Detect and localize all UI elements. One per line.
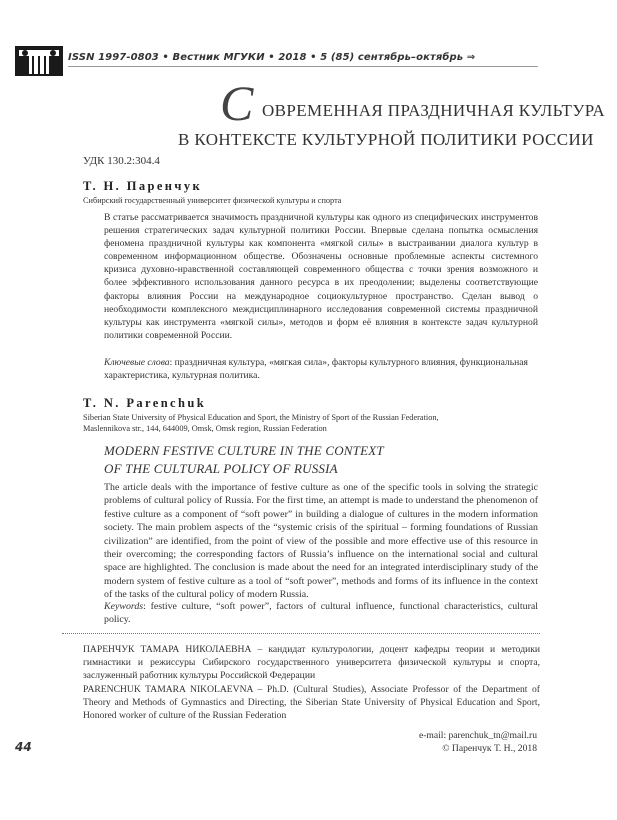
- abstract-ru: В статье рассматривается значимость праздничной культуры как одного из специфических инструментов решения стратегических задач культурной политики России. Впервые сделана попытка осмысления феномена праздничной культуры как компонента «мягкой силы» в выстраивании диалога культур в современном информационном обществе. Обозначены основные проблемные аспекты системного кризиса духовно-нравственной составляющей современного общества с точки зрения возможного и более эффективного использования данного ресурса в их преодолении; выделены соответствующие факторы влияния России на международное социокультурное пространство. Сделан вывод о необходимости комплексного междисциплинарного исследования современной системы праздничной культуры как инструмента «мягкой силы», методов и форм её влияния в контексте задач культурной политики современной России.: [104, 212, 538, 341]
- header-divider: [68, 66, 538, 67]
- keywords-ru: [104, 356, 538, 382]
- copyright: © Паренчук Т. Н., 2018: [442, 743, 537, 754]
- title-line-1: ОВРЕМЕННАЯ ПРАЗДНИЧНАЯ КУЛЬТУРА: [262, 101, 606, 120]
- keywords-label-ru: Ключевые слова: [104, 357, 170, 368]
- title-en-line-1: MODERN FESTIVE CULTURE IN THE CONTEXT: [104, 443, 384, 458]
- section-divider: [62, 633, 540, 634]
- author-ru: Т. Н. Паренчук: [83, 179, 203, 193]
- title-line-2: В КОНТЕКСТЕ КУЛЬТУРНОЙ ПОЛИТИКИ РОССИИ: [178, 130, 594, 149]
- affiliation-ru: Сибирский государственный университет физической культуры и спорта: [83, 196, 342, 205]
- keywords-en: [104, 600, 538, 627]
- udk-code: УДК 130.2:304.4: [83, 155, 160, 167]
- bio-en: [83, 684, 540, 723]
- journal-header: ISSN 1997-0803 • Вестник МГУКИ • 2018 • 5 (85) сентябрь–октябрь ⇒: [68, 52, 476, 63]
- contact-email: e-mail: parenchuk_tn@mail.ru: [418, 730, 537, 741]
- page-number: 44: [15, 740, 32, 754]
- bio-ru: [83, 644, 540, 683]
- abstract-en: The article deals with the importance of festive culture as one of the specific tools in solving the strategic problems of cultural policy of Russia. For the first time, an attempt is made to understand the phenomenon of festive culture as a component of “soft power” in building a dialogue of cultures in the modern information society. The main problem aspects of the “systemic crisis of the spiritual – forming foundations of Russian civilization” are identified, from the point of view of the possible and more effective use of this resource in their overcoming; the corresponding factors of Russia’s influence on the international social and cultural space are highlighted. The conclusion is made about the need for an integrated interdisciplinary study of the modern system of festive culture as a tool of “soft power”, methods and forms of its influence in the context of the tasks of the cultural policy of modern Russia.: [104, 482, 538, 601]
- keywords-text-en: : festive culture, “soft power”, factors of cultural influence, functional characteristics, cultural policy.: [104, 601, 538, 626]
- journal-logo-icon: [15, 40, 63, 80]
- bio-en-text: PARENCHUK TAMARA NIKOLAEVNA – Ph.D. (Cultural Studies), Associate Professor of the Department of Theory and Methods of Gymnastics and Directing, the Siberian State University of Physical Education and Sport, Honored worker of culture of the Russian Federation: [83, 684, 540, 721]
- bio-ru-text: ПАРЕНЧУК ТАМАРА НИКОЛАЕВНА – кандидат культурологии, доцент кафедры теории и методики гимнастики и режиссуры Сибирского государственного университета физической культуры и спорта, заслуженный работник культуры Российской Федерации: [83, 644, 540, 681]
- title-initial: С: [220, 75, 254, 131]
- keywords-text-ru: : праздничная культура, «мягкая сила», факторы культурного влияния, функциональная характеристика, культурная политика.: [104, 357, 528, 382]
- author-en: T. N. Parenchuk: [83, 396, 207, 410]
- affiliation-en-line2: Maslennikova str., 144, 644009, Omsk, Omsk region, Russian Federation: [83, 424, 327, 433]
- keywords-label-en: Keywords: [104, 601, 144, 612]
- title-en-line-2: OF THE CULTURAL POLICY OF RUSSIA: [104, 461, 338, 476]
- affiliation-en-line1: Siberian State University of Physical Education and Sport, the Ministry of Sport of the Russian Federation,: [83, 413, 439, 422]
